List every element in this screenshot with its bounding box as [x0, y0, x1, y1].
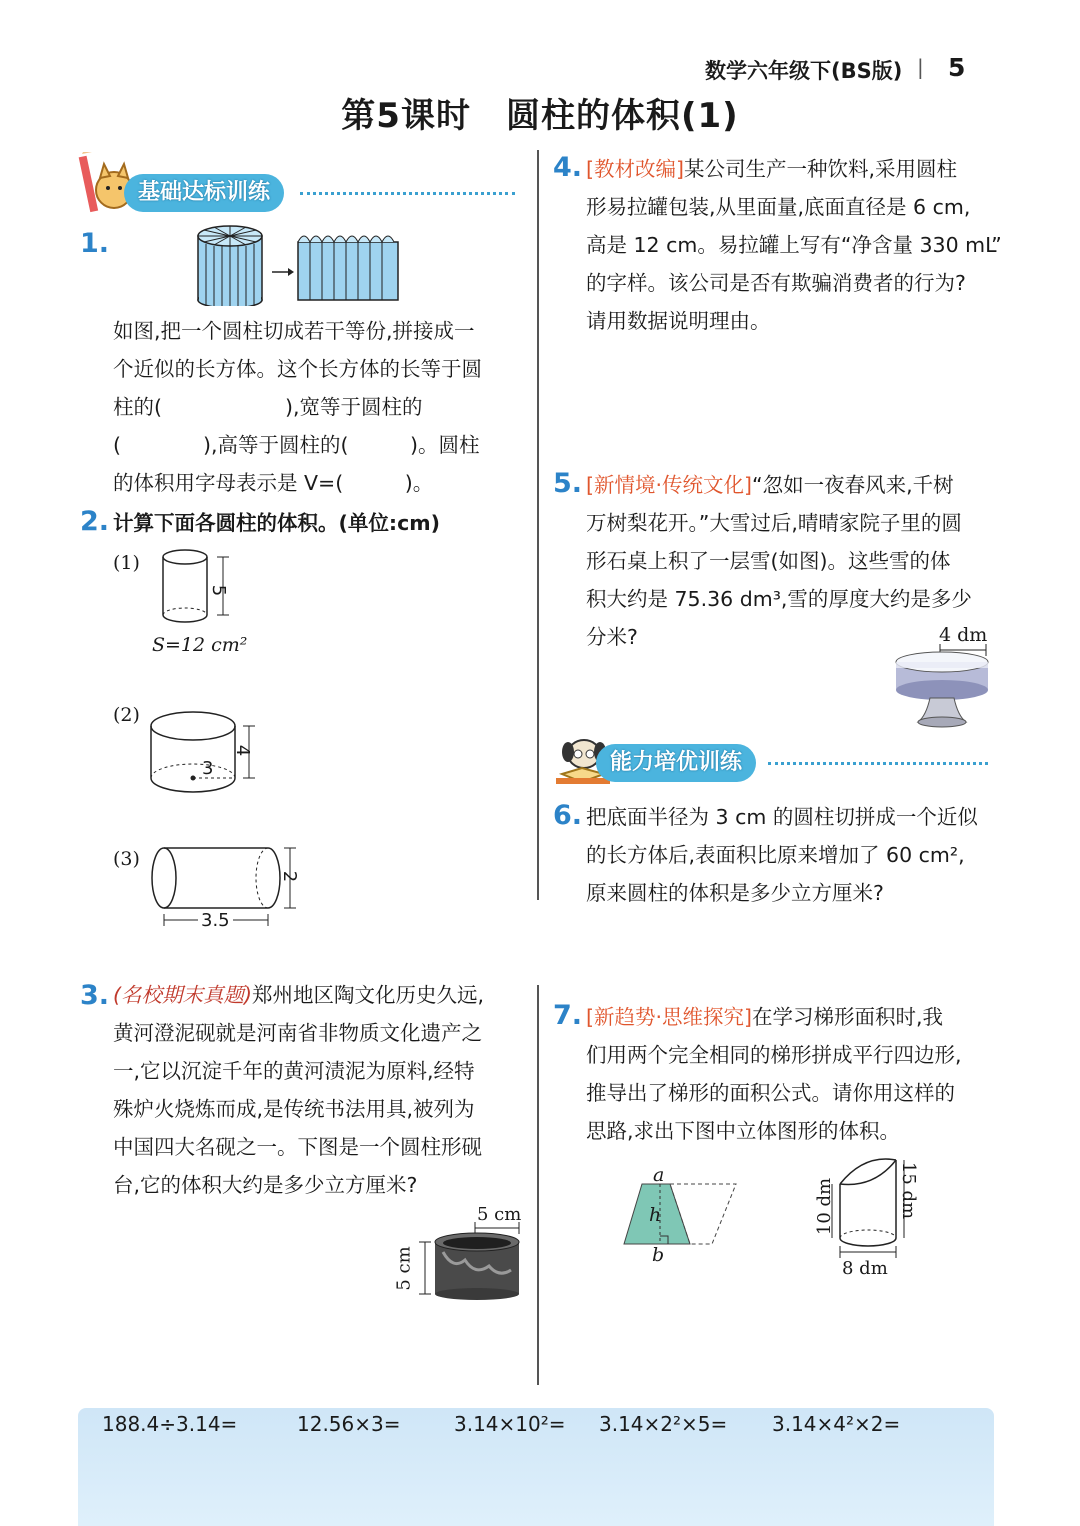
q1-cylinder-to-cuboid-figure [190, 220, 405, 306]
q6-line-1: 把底面半径为 3 cm 的圆柱切拼成一个近似 [586, 805, 978, 829]
q4-line-5: 请用数据说明理由。 [586, 309, 771, 333]
q2-part3-label: (3) [113, 848, 140, 870]
banner-dots [300, 192, 515, 195]
q5-line-4: 积大约是 75.36 dm³,雪的厚度大约是多少 [586, 587, 972, 611]
q4-tag: [教材改编] [586, 157, 684, 181]
q1-line-5: 的体积用字母表示是 V=( )。 [113, 471, 434, 495]
book-label: 数学六年级下(BS版) [705, 59, 903, 83]
q5-line-3: 形石桌上积了一层雪(如图)。这些雪的体 [586, 549, 951, 573]
section-banner-advanced: 能力培优训练 [596, 744, 756, 782]
q2-text: 计算下面各圆柱的体积。(单位:cm) [113, 511, 440, 535]
calc-2: 12.56×3= [297, 1412, 401, 1436]
q5-first-text: “忽如一夜春风来,千树 [752, 473, 954, 497]
q4-line-2: 形易拉罐包装,从里面量,底面直径是 6 cm, [586, 195, 971, 219]
q2-p1-area-label: S=12 cm² [152, 634, 248, 656]
q2-p2-height-label: 4 [232, 744, 254, 757]
page-title: 第5课时 圆柱的体积(1) [341, 96, 739, 136]
q3-line-4: 殊炉火烧炼而成,是传统书法用具,被列为 [113, 1097, 475, 1121]
header-separator: | [917, 55, 924, 79]
q7-first-line [586, 998, 943, 1036]
q3-line-2: 黄河澄泥砚就是河南省非物质文化遗产之 [113, 1021, 482, 1045]
banner-dots-2 [768, 762, 988, 765]
calc-5: 3.14×4²×2= [772, 1412, 901, 1436]
q5-first-line [586, 466, 954, 504]
q1-number: 1. [80, 228, 110, 259]
q7-bottom-diameter: 8 dm [842, 1258, 888, 1279]
q3-first-text: 郑州地区陶文化历史久远, [252, 983, 485, 1007]
q4-first-text: 某公司生产一种饮料,采用圆柱 [684, 157, 958, 181]
q5-line-5: 分米? [586, 625, 638, 649]
q5-number: 5. [553, 468, 583, 499]
q7-line-3: 推导出了梯形的面积公式。请你用这样的 [586, 1081, 955, 1105]
q3-line-5: 中国四大名砚之一。下图是一个圆柱形砚 [113, 1135, 482, 1159]
q3-tag: (名校期末真题) [113, 983, 252, 1007]
q6-line-2: 的长方体后,表面积比原来增加了 60 cm², [586, 843, 965, 867]
section-banner-basic: 基础达标训练 [124, 174, 284, 212]
q2-p2-radius-label: 3 [202, 758, 214, 779]
q3-line-6: 台,它的体积大约是多少立方厘米? [113, 1173, 418, 1197]
q2-p3-length-label: 3.5 [198, 910, 233, 931]
q7-trap-a: a [653, 1164, 665, 1186]
q1-line-3: 柱的( ),宽等于圆柱的 [113, 395, 423, 419]
calc-1: 188.4÷3.14= [102, 1412, 238, 1436]
q7-number: 7. [553, 1000, 583, 1031]
q7-trap-b: b [652, 1244, 665, 1266]
q3-first-line [113, 976, 484, 1014]
q5-line-2: 万树梨花开。”大雪过后,晴晴家院子里的圆 [586, 511, 962, 535]
q2-number: 2. [80, 506, 110, 537]
q7-line-2: 们用两个完全相同的梯形拼成平行四边形, [586, 1043, 962, 1067]
q4-line-3: 高是 12 cm。易拉罐上写有“净含量 330 mL” [586, 233, 1002, 257]
q3-line-3: 一,它以沉淀千年的黄河渍泥为原料,经特 [113, 1059, 475, 1083]
q3-top-dim-label: 5 cm [477, 1204, 522, 1225]
q5-stone-table-figure [890, 640, 994, 736]
q2-p3-diameter-label: 2 [279, 870, 301, 883]
q2-part2-label: (2) [113, 704, 140, 726]
column-divider-lower [537, 985, 539, 1385]
q1-line-1: 如图,把一个圆柱切成若干等份,拼接成一 [113, 319, 475, 343]
q1-line-2: 个近似的长方体。这个长方体的长等于圆 [113, 357, 482, 381]
q4-number: 4. [553, 152, 583, 183]
q1-line-4: ( ),高等于圆柱的( )。圆柱 [113, 433, 480, 457]
q2-cylinder-1 [155, 545, 245, 629]
calc-3: 3.14×10²= [454, 1412, 566, 1436]
q4-line-4: 的字样。该公司是否有欺骗消费者的行为? [586, 271, 966, 295]
q7-trapezoid-figure [620, 1178, 745, 1250]
q4-first-line [586, 150, 957, 188]
q2-part1-label: (1) [113, 552, 140, 574]
q5-dim-label: 4 dm [939, 624, 988, 646]
q6-number: 6. [553, 800, 583, 831]
q7-first-text: 在学习梯形面积时,我 [752, 1005, 944, 1029]
q5-tag: [新情境·传统文化] [586, 473, 753, 497]
q7-left-height: 10 dm [814, 1177, 836, 1236]
q7-trap-h: h [649, 1204, 662, 1226]
q7-line-4: 思路,求出下图中立体图形的体积。 [586, 1119, 901, 1143]
q7-right-height: 15 dm [898, 1161, 920, 1220]
q3-side-dim-label: 5 cm [393, 1246, 415, 1291]
q7-tag: [新趋势·思维探究] [586, 1005, 753, 1029]
q6-line-3: 原来圆柱的体积是多少立方厘米? [586, 881, 884, 905]
calc-4: 3.14×2²×5= [599, 1412, 728, 1436]
column-divider [537, 150, 539, 900]
q2-p1-height-label: 5 [208, 584, 230, 597]
page-number: 5 [948, 53, 966, 82]
q3-number: 3. [80, 980, 110, 1011]
